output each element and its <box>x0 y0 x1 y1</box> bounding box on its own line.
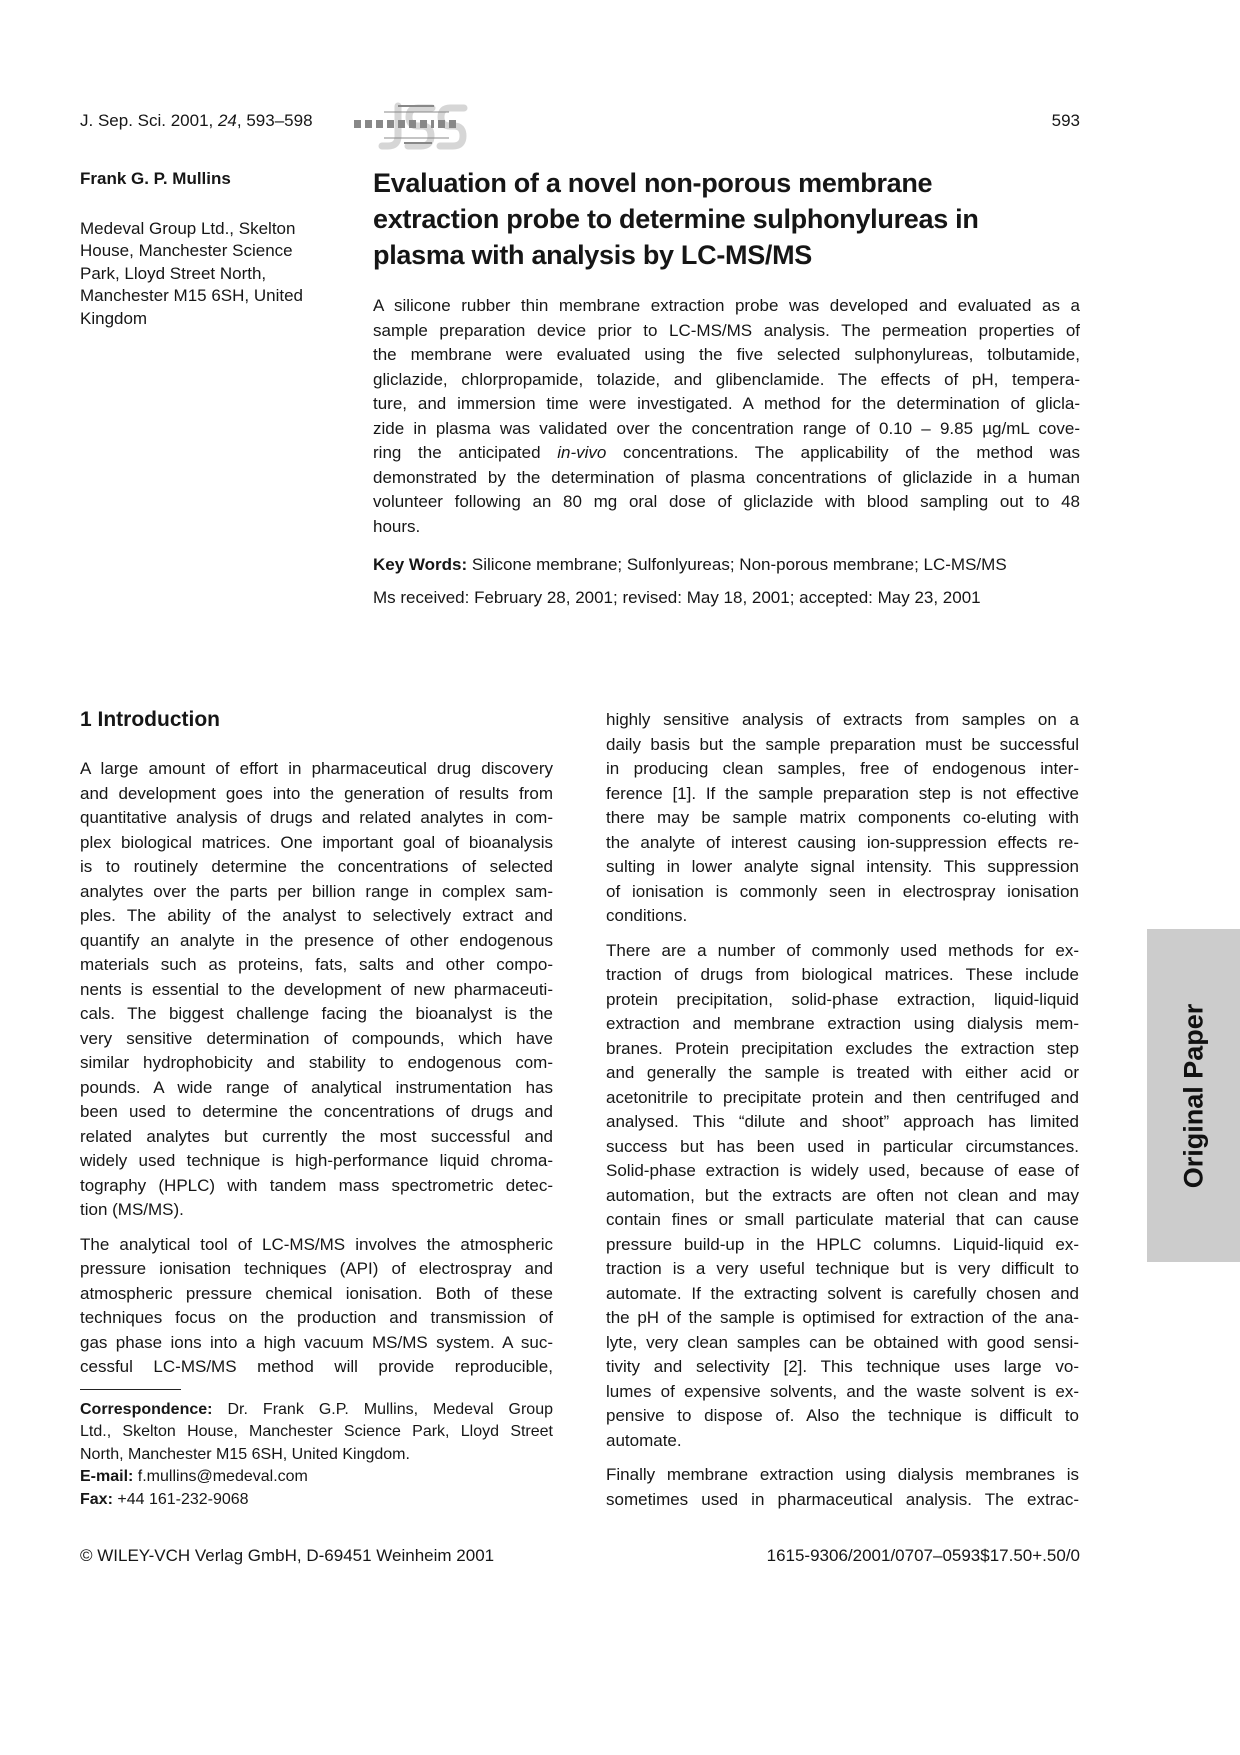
body-text-line: quantify an analyte in the presence of other endogenous <box>80 930 553 950</box>
journal-citation <box>80 109 313 133</box>
body-text-line: sulting in lower analyte signal intensity. This suppression <box>606 857 1079 876</box>
body-text-line: traction of drugs from biological matrices. These include <box>606 965 1079 984</box>
body-text-line: A large amount of effort in pharmaceutical drug discovery <box>80 759 553 778</box>
abstract-line: gliclazide, chlorpropamide, tolazide, and glibenclamide. The effects of pH, tempera- <box>373 369 1080 389</box>
body-text-line: atmospheric pressure chemical ionisation. Both of these <box>80 1283 553 1303</box>
body-text-line: automation, but the extracts are often not clean and may <box>606 1185 1079 1205</box>
body-text-line: success but has been used in particular circumstances. <box>606 1136 1079 1156</box>
email-label: E-mail: <box>80 1468 134 1486</box>
fax-number: +44 161-232-9068 <box>112 1490 249 1508</box>
body-text-line: and development goes into the generation of results from <box>80 783 553 803</box>
correspondence-text: Ltd., Skelton House, Manchester Science Park, Lloyd Street <box>80 1423 553 1441</box>
citation-prefix: J. Sep. Sci. 2001, <box>80 111 218 130</box>
keywords-text: Silicone membrane; Sulfonlyureas; Non-porous membrane; LC-MS/MS <box>467 555 1007 574</box>
abstract-text: ring the anticipated <box>373 443 558 462</box>
correspondence <box>80 1399 553 1511</box>
body-text-line: and generally the sample is treated with either acid or <box>606 1063 1079 1082</box>
body-text-line: analysed. This “dilute and shoot” approach has limited <box>606 1112 1079 1131</box>
abstract <box>373 294 1080 539</box>
body-text-line: protein precipitation, solid-phase extraction, liquid-liquid <box>606 989 1079 1009</box>
body-text-line: contain fines or small particulate material that can cause <box>606 1210 1079 1229</box>
body-text-line: Solid-phase extraction is widely used, because of ease of <box>606 1161 1079 1180</box>
abstract-text: concentrations. The applicability of the method was <box>606 443 1080 462</box>
body-text-line: techniques focus on the production and transmission of <box>80 1308 553 1327</box>
manuscript-dates: Ms received: February 28, 2001; revised: May 18, 2001; accepted: May 23, 2001 <box>373 588 981 607</box>
body-text-line: tivity and selectivity [2]. This technique uses large vo- <box>606 1357 1079 1376</box>
body-text-line: The analytical tool of LC-MS/MS involves the atmospheric <box>80 1234 553 1254</box>
affiliation-line: Manchester M15 6SH, United <box>80 286 303 306</box>
body-text-line: branes. Protein precipitation excludes the extraction step <box>606 1038 1079 1058</box>
left-column <box>80 757 553 1380</box>
affiliation-line: Kingdom <box>80 308 148 328</box>
body-text-line: lumes of expensive solvents, and the waste solvent is ex- <box>606 1381 1079 1401</box>
body-text-line: daily basis but the sample preparation must be successful <box>606 734 1079 754</box>
body-text-line: tion (MS/MS). <box>80 1200 184 1219</box>
title-line: extraction probe to determine sulphonylureas in <box>373 204 979 234</box>
body-text-line: very sensitive determination of compounds, which have <box>80 1028 553 1048</box>
body-text-line: analytes over the parts per billion range in complex sam- <box>80 881 553 901</box>
section-heading: 1 Introduction <box>80 708 220 731</box>
body-text-line: is to routinely determine the concentrations of selected <box>80 857 553 876</box>
keywords-label: Key Words: <box>373 555 468 574</box>
page-number: 593 <box>1051 111 1080 130</box>
body-text-line: Finally membrane extraction using dialysis membranes is <box>606 1465 1079 1484</box>
abstract-line: zide in plasma was validated over the concentration range of 0.10 – 9.85 µg/mL cove- <box>373 418 1080 438</box>
body-text-line: cessful LC-MS/MS method will provide reproducible, <box>80 1357 553 1376</box>
body-text-line: cals. The biggest challenge facing the bioanalyst is the <box>80 1004 553 1023</box>
body-text-line: there may be sample matrix components co-eluting with <box>606 808 1079 827</box>
body-text-line: materials such as proteins, fats, salts and other compo- <box>80 955 553 974</box>
body-text-line: highly sensitive analysis of extracts from samples on a <box>606 710 1079 729</box>
body-text-line: acetonitrile to precipitate protein and then centrifuged and <box>606 1087 1079 1107</box>
article-code: 1615-9306/2001/0707–0593$17.50+.50/0 <box>766 1546 1080 1565</box>
body-text-line: automate. <box>606 1430 682 1450</box>
body-text-line: extraction and membrane extraction using dialysis mem- <box>606 1014 1079 1033</box>
body-text-line: tography (HPLC) with tandem mass spectrometric detec- <box>80 1175 553 1195</box>
body-text-line: nents is essential to the development of new pharmaceuti- <box>80 979 553 999</box>
title-line: plasma with analysis by LC-MS/MS <box>373 240 813 270</box>
correspondence-text: Dr. Frank G.P. Mullins, Medeval Group <box>212 1401 553 1418</box>
citation-pages: , 593–598 <box>236 111 313 130</box>
keywords <box>373 553 1007 577</box>
article-type-label: Original Paper <box>1178 1003 1208 1188</box>
abstract-line: demonstrated by the determination of plasma concentrations of gliclazide in a human <box>373 467 1080 487</box>
body-text-line: plex biological matrices. One important goal of bioanalysis <box>80 832 553 852</box>
journal-logo <box>354 100 489 152</box>
body-text-line: ples. The ability of the analyst to selectively extract and <box>80 906 553 925</box>
body-text-line: pensive to dispose of. Also the technique is difficult to <box>606 1406 1079 1425</box>
body-text-line: quantitative analysis of drugs and related analytes in com- <box>80 808 553 827</box>
body-text-line: gas phase ions into a high vacuum MS/MS system. A suc- <box>80 1332 553 1352</box>
right-column <box>606 708 1079 1512</box>
body-text-line: related analytes but currently the most successful and <box>80 1126 553 1146</box>
correspondence-text: North, Manchester M15 6SH, United Kingdom. <box>80 1445 410 1463</box>
footnote-rule <box>80 1389 181 1390</box>
body-text-line: There are a number of commonly used methods for ex- <box>606 940 1079 960</box>
body-text-line: been used to determine the concentrations of drugs and <box>80 1102 553 1121</box>
abstract-line: ture, and immersion time were investigated. A method for the determination of glicla- <box>373 394 1080 413</box>
abstract-line: A silicone rubber thin membrane extraction probe was developed and evaluated as a <box>373 296 1080 315</box>
body-text-line: ference [1]. If the sample preparation step is not effective <box>606 783 1079 803</box>
affiliation-line: Park, Lloyd Street North, <box>80 263 267 283</box>
citation-volume: 24 <box>217 111 237 130</box>
body-text-line: lyte, very clean samples can be obtained with good sensi- <box>606 1332 1079 1352</box>
abstract-line: the membrane were evaluated using the five selected sulphonylureas, tolbutamide, <box>373 345 1080 364</box>
body-text-line: the pH of the sample is optimised for extraction of the ana- <box>606 1308 1079 1327</box>
correspondence-label: Correspondence: <box>80 1401 213 1418</box>
body-text-line: in producing clean samples, free of endogenous inter- <box>606 759 1079 778</box>
affiliation-line: Medeval Group Ltd., Skelton <box>80 219 296 238</box>
paragraph <box>80 1233 553 1380</box>
abstract-text: in-vivo <box>557 443 607 462</box>
paragraph <box>606 708 1079 929</box>
abstract-line: hours. <box>373 516 421 536</box>
body-text-line: similar hydrophobicity and stability to endogenous com- <box>80 1053 553 1072</box>
body-text-line: pressure ionisation techniques (API) of electrospray and <box>80 1259 553 1278</box>
fax-label: Fax: <box>80 1490 113 1508</box>
copyright: © WILEY-VCH Verlag GmbH, D-69451 Weinheim 2001 <box>80 1546 495 1565</box>
paragraph <box>606 1463 1079 1512</box>
body-text-line: traction is a very useful technique but is very difficult to <box>606 1259 1079 1278</box>
abstract-line: volunteer following an 80 mg oral dose of gliclazide with blood sampling out to 48 <box>373 492 1080 511</box>
affiliation-line: House, Manchester Science <box>80 241 293 261</box>
journal-logo-graphic <box>354 100 489 152</box>
body-text-line: pressure build-up in the HPLC columns. Liquid-liquid ex- <box>606 1234 1079 1254</box>
author-affiliation <box>80 218 303 330</box>
body-text-line: pounds. A wide range of analytical instrumentation has <box>80 1077 553 1097</box>
body-text-line: sometimes used in pharmaceutical analysis. The extrac- <box>606 1489 1079 1509</box>
body-text-line: widely used technique is high-performance liquid chroma- <box>80 1151 553 1170</box>
body-text-line: automate. If the extracting solvent is carefully chosen and <box>606 1283 1079 1303</box>
body-text-line: the analyte of interest causing ion-suppression effects re- <box>606 832 1079 852</box>
body-text-line: of ionisation is commonly seen in electrospray ionisation <box>606 881 1079 901</box>
title-line: Evaluation of a novel non-porous membrane <box>373 168 933 198</box>
abstract-line: sample preparation device prior to LC-MS/MS analysis. The permeation properties of <box>373 320 1080 340</box>
paragraph <box>80 757 553 1223</box>
paragraph <box>606 939 1079 1454</box>
email-link[interactable]: f.mullins@medeval.com <box>133 1468 308 1486</box>
article-title <box>373 165 979 273</box>
author-name: Frank G. P. Mullins <box>80 169 231 188</box>
article-type-tab <box>1147 929 1240 1262</box>
abstract-line <box>373 441 1080 466</box>
body-text-line: conditions. <box>606 906 688 925</box>
